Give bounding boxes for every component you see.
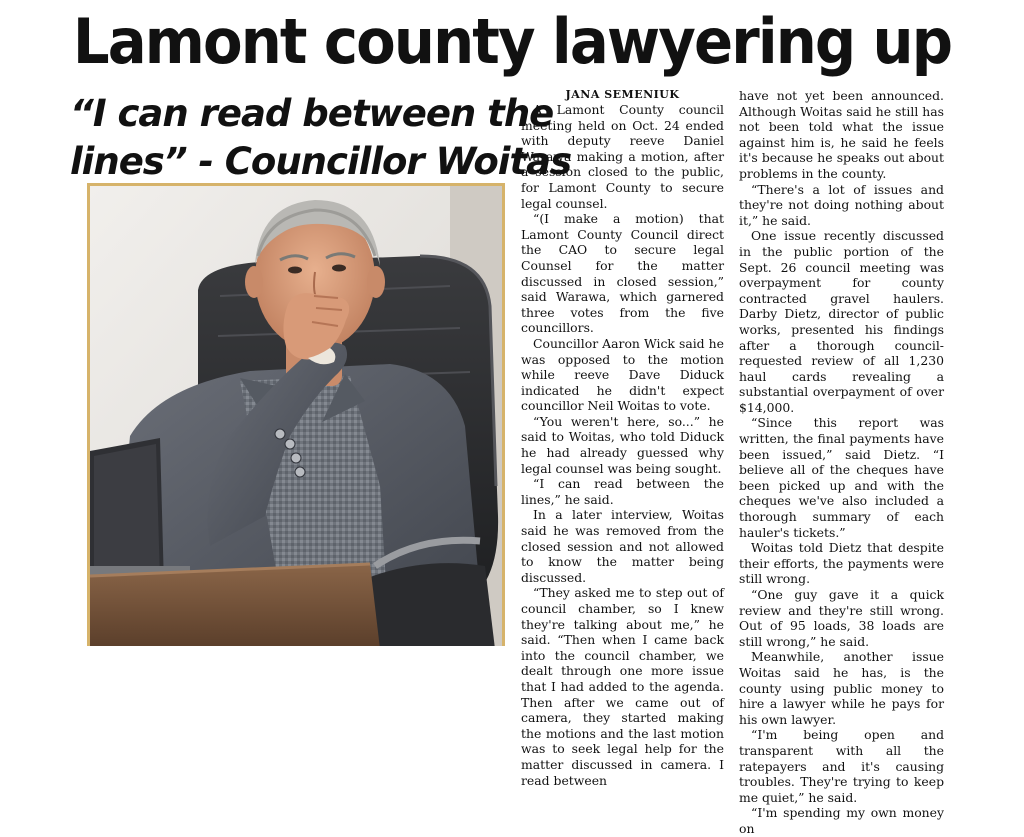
article-paragraph-continued: have not yet been announced. Although Woitas said he still has not been told what the issue against him is, he said he feels it's because he speaks out about problems in the county. [739,88,944,181]
councillor-photo [87,183,505,646]
article-paragraph: In a later interview, Woitas said he was removed from the closed session and not allowed to know the matter being discussed. [521,507,724,585]
article-paragraph: “There's a lot of issues and they're not doing nothing about it,” he said. [739,181,944,228]
subheadline-line-1: “I can read between the [70,92,554,135]
councillor-photo-illustration [90,186,502,646]
article-column-1 [521,88,724,788]
article-paragraph: “I'm being open and transparent with all the ratepayers and it's causing troubles. They're trying to keep me quiet,” he said. [739,727,944,805]
article-paragraph: “Since this report was written, the final payments have been issued,” said Dietz. “I believe all of the cheques have been picked up and with the cheques we've also included a thorough summary of each hauler's tickets.” [739,415,944,540]
headline: Lamont county lawyering up [72,5,952,78]
article-paragraph: Woitas told Dietz that despite their efforts, the payments were still wrong. [739,540,944,587]
article-paragraph: “(I make a motion) that Lamont County Council direct the CAO to secure legal Counsel for the matter discussed in closed session,” said Warawa, which garnered three votes from the five councillors. [521,211,724,336]
article-column-2 [739,88,944,837]
article-paragraph: “I can read between the lines,” he said. [521,476,724,507]
subheadline-line-2: lines” - Councillor Woitas [70,140,572,183]
article-paragraph: Meanwhile, another issue Woitas said he has, is the county using public money to hire a lawyer while he pays for his own lawyer. [739,649,944,727]
article-paragraph: Councillor Aaron Wick said he was opposed to the motion while reeve Dave Diduck indicated he didn't expect councillor Neil Woitas to vote. [521,335,724,414]
byline: JANA SEMENIUK [565,88,680,101]
article-paragraph: “You weren't here, so...” he said to Woitas, who told Diduck he had already guessed why legal counsel was being sought. [521,413,724,476]
subheadline [70,90,572,186]
article-paragraph: “They asked me to step out of council chamber, so I knew they're talking about me,” he said. “Then when I came back into the council chamber, we dealt through one more issue that I had added to the agenda. Then after we came out of camera, they started making the motions and the last motion was to seek legal help for the matter discussed in camera. I read between [521,585,724,788]
article-paragraph: A Lamont County council meeting held on Oct. 24 ended with deputy reeve Daniel Warawa making a motion, after a session closed to the public, for Lamont County to secure legal counsel. [521,102,724,211]
article-paragraph: “One guy gave it a quick review and they're still wrong. Out of 95 loads, 38 loads are still wrong,” he said. [739,587,944,649]
article-paragraph: “I'm spending my own money on [739,805,944,836]
article-paragraph: One issue recently discussed in the public portion of the Sept. 26 council meeting was overpayment for county contracted gravel haulers. Darby Dietz, director of public works, presented his findings after a thorough council-requested review of all 1,230 haul cards revealing a substantial overpayment of over $14,000. [739,228,944,415]
